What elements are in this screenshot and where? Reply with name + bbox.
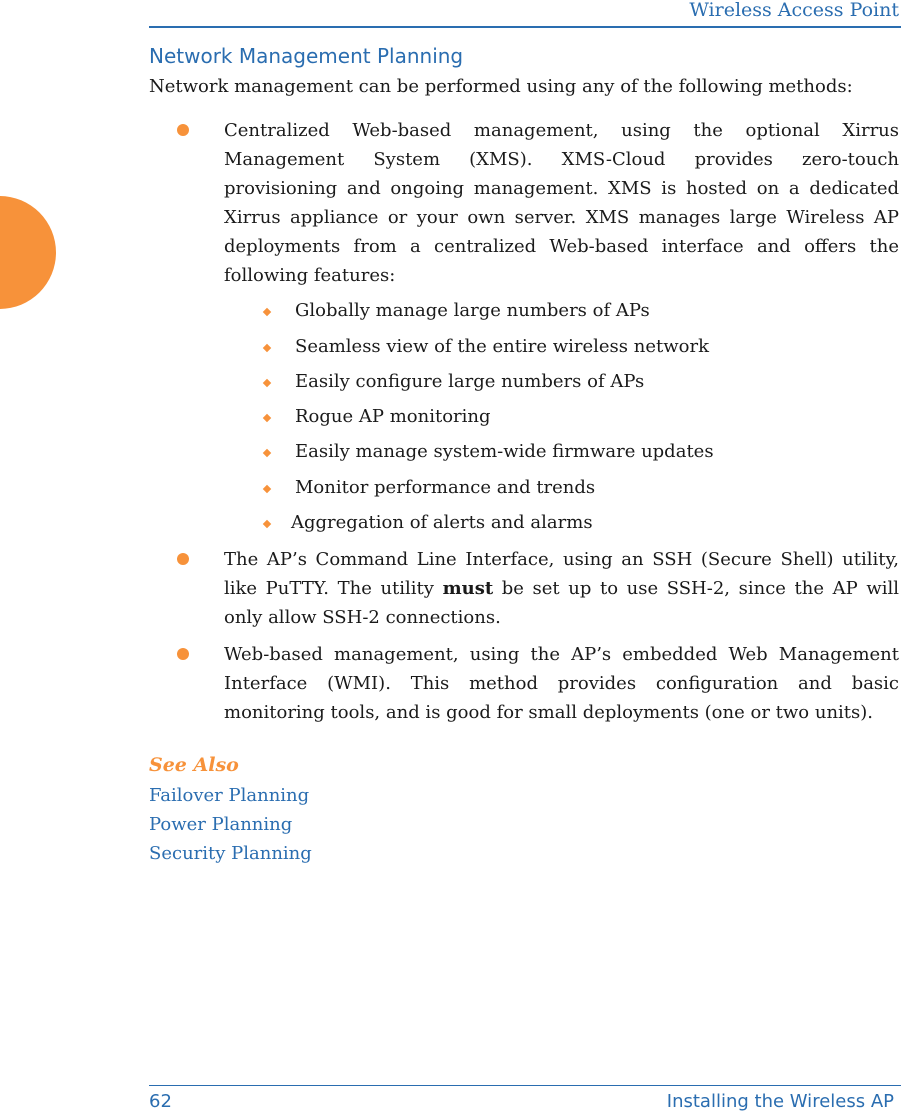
see-also-heading: See Also: [149, 754, 239, 776]
footer-rule: [149, 1085, 901, 1086]
feature-item: Aggregation of alerts and alarms: [291, 512, 593, 533]
list-item-cli: [224, 545, 899, 632]
page-number: 62: [149, 1091, 172, 1112]
diamond-bullet-icon: [263, 308, 271, 316]
running-header-title: Wireless Access Point: [689, 0, 899, 21]
link-power-planning[interactable]: Power Planning: [149, 814, 293, 835]
list-item-wmi: [224, 640, 899, 727]
bullet-dot-icon: [177, 648, 189, 660]
chapter-tab-marker: [0, 196, 56, 309]
method-text: Centralized Web-based management, using the optional Xirrus Management System (XMS). XMS-Cloud provides zero-touch provisioning and ongoing management. XMS is hosted on a dedicated Xirrus appliance or your own server. XMS manages large Wireless AP deployments from a centralized Web-based interface and offers the following features:: [224, 120, 899, 286]
header-rule: [149, 26, 901, 28]
method-text-after: be set up to use SSH-2, since the AP will only allow SSH-2 connections.: [224, 578, 899, 628]
feature-item: Monitor performance and trends: [295, 477, 596, 498]
feature-item: Easily manage system-wide firmware updates: [295, 441, 714, 462]
diamond-bullet-icon: [263, 485, 271, 493]
bullet-dot-icon: [177, 124, 189, 136]
diamond-bullet-icon: [263, 379, 271, 387]
feature-item: Seamless view of the entire wireless network: [295, 336, 709, 357]
feature-item: Easily configure large numbers of APs: [295, 371, 645, 392]
link-failover-planning[interactable]: Failover Planning: [149, 785, 310, 806]
list-item-xms: [224, 116, 899, 290]
diamond-bullet-icon: [263, 449, 271, 457]
feature-item: Rogue AP monitoring: [295, 406, 491, 427]
diamond-bullet-icon: [263, 344, 271, 352]
bullet-dot-icon: [177, 553, 189, 565]
feature-item: Globally manage large numbers of APs: [295, 300, 650, 321]
method-text: Web-based management, using the AP’s embedded Web Management Interface (WMI). This method provides configuration and basic monitoring tools, and is good for small deployments (one or two units).: [224, 644, 899, 723]
diamond-bullet-icon: [263, 520, 271, 528]
method-text-before: The AP’s Command Line Interface, using an SSH (Secure Shell) utility, like PuTTY. The utility: [224, 549, 899, 599]
link-security-planning[interactable]: Security Planning: [149, 843, 312, 864]
diamond-bullet-icon: [263, 414, 271, 422]
footer-chapter-title: Installing the Wireless AP: [666, 1091, 894, 1112]
method-emphasis: must: [442, 578, 494, 599]
intro-paragraph: Network management can be performed using any of the following methods:: [149, 76, 853, 97]
section-heading: Network Management Planning: [149, 44, 464, 68]
